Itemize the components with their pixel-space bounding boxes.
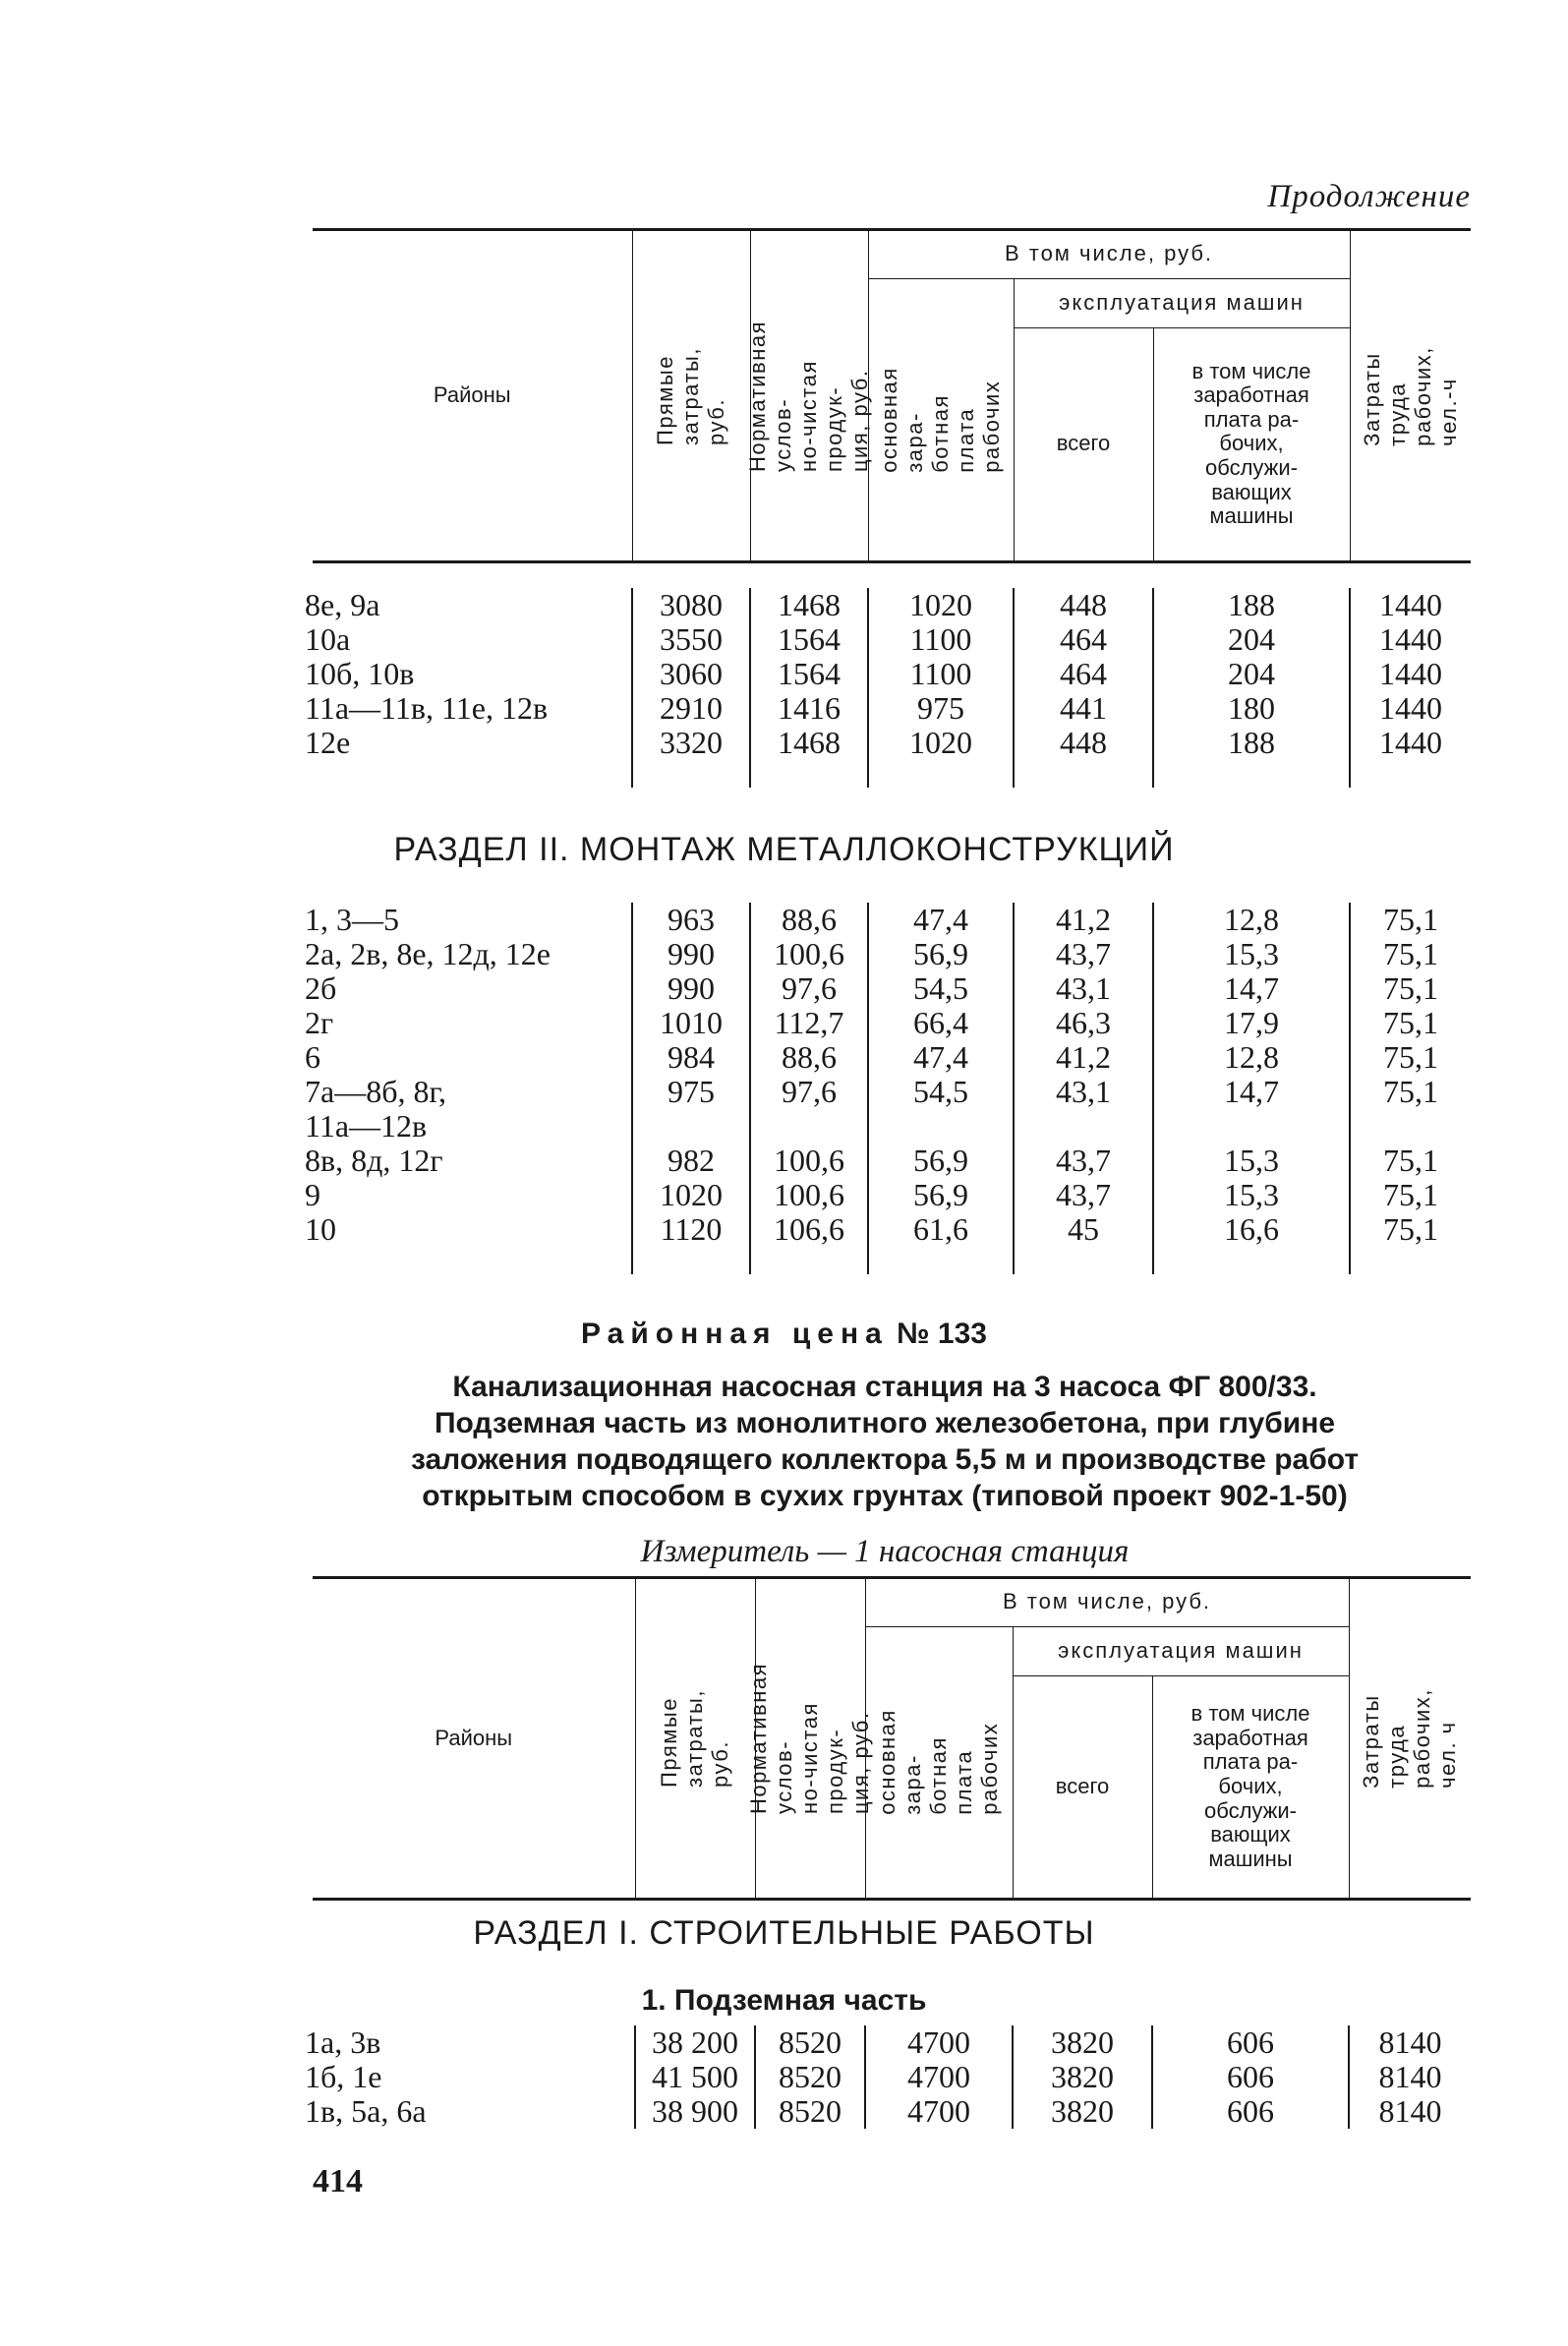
table-row: 12е 3320 1468 1020 448 188 1440 <box>301 726 1471 760</box>
description-line: открытым способом в сухих грунтах (типовой проект 902-1-50) <box>422 1480 1348 1512</box>
table-row: 11а—11в, 11е, 12в 2910 1416 975 441 180 1440 <box>301 691 1471 726</box>
table-row: 2г 1010 112,7 66,4 46,3 17,9 75,1 <box>301 1006 1471 1040</box>
table2 <box>301 903 1471 1274</box>
page-number: 414 <box>313 2163 363 2199</box>
header2-direct-costs: Прямые затраты, руб. <box>635 1579 755 1898</box>
table-row: 8в, 8д, 12г 982 100,6 56,9 43,7 15,3 75,1 <box>301 1144 1471 1178</box>
table-row: 7а—8б, 8г, 975 97,6 54,5 43,1 14,7 75,1 <box>301 1075 1471 1109</box>
table-row: 9 1020 100,6 56,9 43,7 15,3 75,1 <box>301 1178 1471 1212</box>
table-row: 1а, 3в 38 200 8520 4700 3820 606 8140 <box>301 2025 1471 2060</box>
measure-unit: Измеритель — 1 насосная станция <box>640 1534 1130 1569</box>
description-line: заложения подводящего коллектора 5,5 м и производстве работ <box>410 1443 1360 1476</box>
continuation-label: Продолжение <box>1267 179 1471 214</box>
header2-table <box>313 1579 1471 1898</box>
header1-machine-operation: эксплуатация машин <box>1014 278 1350 327</box>
header1-direct-costs: Прямые затраты, руб. <box>632 231 750 560</box>
description-line: Канализационная насосная станция на 3 насоса ФГ 800/33. <box>452 1371 1317 1403</box>
header2-including: В том числе, руб. <box>865 1579 1349 1626</box>
header2-machine-operation: эксплуатация машин <box>1013 1626 1349 1675</box>
table-row: 11а—12в <box>301 1109 1471 1144</box>
table-row: 6 984 88,6 47,4 41,2 12,8 75,1 <box>301 1040 1471 1075</box>
header2-labor-costs: Затраты труда рабочих, чел. ч <box>1349 1579 1471 1898</box>
table-row: 10а 3550 1564 1100 464 204 1440 <box>301 622 1471 657</box>
table-row: 10б, 10в 3060 1564 1100 464 204 1440 <box>301 657 1471 691</box>
header2-bottom-rule <box>313 1898 1471 1901</box>
table-row: 2б 990 97,6 54,5 43,1 14,7 75,1 <box>301 971 1471 1006</box>
header1-table <box>313 231 1471 560</box>
header1-total: всего <box>1014 327 1153 560</box>
price-title <box>0 1318 1568 1351</box>
price-description <box>295 1369 1475 1514</box>
table-row: 8е, 9а 3080 1468 1020 448 188 1440 <box>301 588 1471 622</box>
table-row: 1б, 1е 41 500 8520 4700 3820 606 8140 <box>301 2060 1471 2094</box>
header2-total: всего <box>1013 1675 1152 1898</box>
header2-regions: Районы <box>313 1579 635 1898</box>
section2-title: РАЗДЕЛ II. МОНТАЖ МЕТАЛЛОКОНСТРУКЦИЙ <box>393 831 1175 868</box>
header1-base-wage: основная зара- ботная плата рабочих <box>868 278 1014 560</box>
price-number: № 133 <box>897 1318 987 1350</box>
table-row: 1, 3—5 963 88,6 47,4 41,2 12,8 75,1 <box>301 903 1471 937</box>
header2-normative-net: Нормативная услов- но-чистая продук- ция, руб. <box>755 1579 865 1898</box>
section1-title: РАЗДЕЛ I. СТРОИТЕЛЬНЫЕ РАБОТЫ <box>473 1914 1095 1952</box>
table3 <box>301 2025 1471 2129</box>
header1-bottom-rule <box>313 560 1471 563</box>
table-row: 1в, 5а, 6а 38 900 8520 4700 3820 606 8140 <box>301 2094 1471 2129</box>
header2-base-wage: основная зара- ботная плата рабочих <box>865 1626 1013 1898</box>
header1-including-wage: в том числе заработная плата ра- бочих, обслужи- вающих машины <box>1153 327 1350 560</box>
description-line: Подземная часть из монолитного железобетона, при глубине <box>434 1407 1336 1439</box>
price-label: Районная цена <box>581 1318 889 1350</box>
header1-regions: Районы <box>313 231 632 560</box>
header2-including-wage: в том числе заработная плата ра- бочих, обслужи- вающих машины <box>1152 1675 1349 1898</box>
header1-normative-net: Нормативная услов- но-чистая продук- ция, руб. <box>750 231 868 560</box>
table1 <box>301 588 1471 788</box>
subsection-title: 1. Подземная часть <box>641 1984 927 2017</box>
table-row: 10 1120 106,6 61,6 45 16,6 75,1 <box>301 1212 1471 1247</box>
header1-labor-costs: Затраты труда рабочих, чел.-ч <box>1350 231 1471 560</box>
table-row: 2а, 2в, 8е, 12д, 12е 990 100,6 56,9 43,7 15,3 75,1 <box>301 937 1471 971</box>
header1-including: В том числе, руб. <box>868 231 1350 278</box>
